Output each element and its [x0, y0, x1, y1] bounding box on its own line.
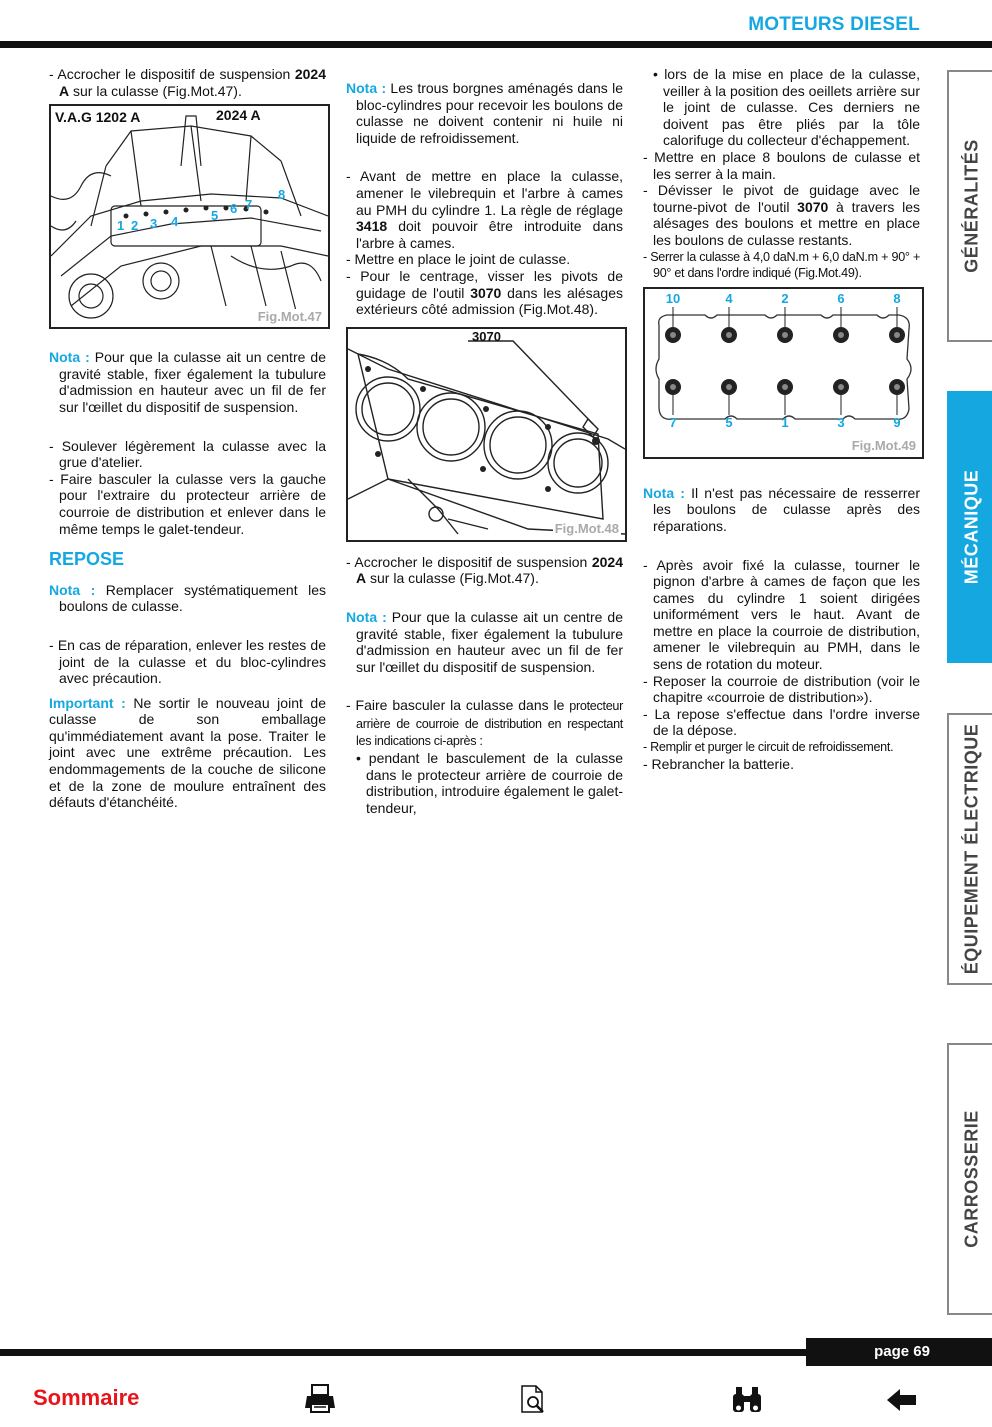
- bolt-order-5: 5: [725, 414, 733, 430]
- nota-center-gravity-2: Nota : Pour que la culasse ait un centre de gravité stable, fixer également la tubulure d'admission en hauteur avec un fil de fer sur l'œillet du dispositif de suspension.: [346, 608, 623, 675]
- section-heading-repose: REPOSE: [49, 549, 125, 570]
- step-turn-camshaft: - Après avoir fixé la culasse, tourner le pignon d'arbre à cames de façon que les cames du cylindre 1 soient dirigées uniformément vers le haut. Avant de mettre en place la courroie de distribution, amener le vilebrequin au PMH, dans le sens de rotation du moteur.: [643, 556, 920, 673]
- bolt-order-4: 4: [725, 290, 733, 306]
- head-bolt-center: [894, 384, 900, 390]
- head-bolt-center: [726, 332, 732, 338]
- figure-label: Fig.Mot.49: [851, 438, 916, 454]
- figure-mot-47: [49, 104, 330, 329]
- head-bolt-center: [726, 384, 732, 390]
- step-centering-pins: - Pour le centrage, visser les pivots de guidage de l'outil 3070 dans les alésages extérieurs côté admission (Fig.Mot.48).: [346, 267, 623, 318]
- header-bar: [0, 41, 992, 48]
- step-hang-device: - Accrocher le dispositif de suspension 2024 A sur la culasse (Fig.Mot.47).: [49, 66, 326, 99]
- search-document-icon[interactable]: [516, 1382, 552, 1418]
- bolt-order-2: 2: [781, 290, 789, 306]
- header-title: MOTEURS DIESEL: [748, 14, 920, 35]
- figure-mot-49: [643, 287, 924, 459]
- gasket-tool-illustration: [348, 329, 625, 540]
- bolt-order-7: 7: [669, 414, 677, 430]
- engine-hoist-illustration: [51, 106, 328, 327]
- footer-bar: [0, 1349, 808, 1356]
- step-unscrew-pin: - Dévisser le pivot de guidage avec le tourne-pivot de l'outil 3070 à travers les alésages des boulons et mettre en place les boulons de culasse restants.: [643, 182, 920, 248]
- step-torque: - Serrer la culasse à 4,0 daN.m + 6,0 daN.m + 90° + 90° et dans l'ordre indiqué (Fig.Mot.49).: [643, 249, 920, 281]
- tab-generalites[interactable]: GÉNÉRALITÉS: [947, 70, 992, 342]
- bolt-order-8: 8: [893, 290, 901, 306]
- printer-icon[interactable]: [303, 1382, 339, 1418]
- bolt-order-1: 1: [781, 414, 789, 430]
- column-2: [346, 66, 623, 816]
- tool-label-3070: 3070: [472, 328, 501, 344]
- bolt-number-3: 3: [150, 216, 158, 232]
- head-bolt-center: [670, 332, 676, 338]
- head-bolt-center: [838, 332, 844, 338]
- important-gasket: Important : Ne sortir le nouveau joint de culasse de son emballage qu'immédiatement avant la pose. Traiter le joint avec une extrême précaution. Les endommagements de la couche de silicone et de la zone de moulure entraînent des défauts d'étanchéité.: [49, 694, 326, 811]
- nota-blind-holes: Nota : Les trous borgnes aménagés dans le bloc-cylindres pour recevoir les boulons de culasse ne doivent contenir ni huile ni liquide de refroidissement.: [346, 80, 623, 146]
- tool-label-vag: V.A.G 1202 A: [55, 109, 141, 126]
- tab-carrosserie[interactable]: CARROSSERIE: [947, 1043, 992, 1315]
- bolt-order-3: 3: [837, 414, 845, 430]
- sommaire-link[interactable]: Sommaire: [33, 1385, 140, 1410]
- step-tilt-head: - Faire basculer la culasse vers la gauche pour l'extraire du protecteur arrière de courroie de distribution et enlever dans le même temps le galet-tendeur.: [49, 470, 326, 537]
- head-bolt-center: [894, 332, 900, 338]
- step-refit-belt: - Reposer la courroie de distribution (voir le chapitre «courroie de distribution»).: [643, 672, 920, 706]
- head-bolt-center: [670, 384, 676, 390]
- bullet-tensioner: • pendant le basculement de la culasse dans le protecteur arrière de courroie de distribution, introduire également le galet-tendeur,: [356, 750, 623, 816]
- step-hang-device-2: - Accrocher le dispositif de suspension 2024 A sur la culasse (Fig.Mot.47).: [346, 553, 623, 587]
- head-bolt-center: [782, 332, 788, 338]
- bolt-number-5: 5: [211, 208, 219, 224]
- head-bolt-center: [838, 384, 844, 390]
- page-number-box: [806, 1338, 992, 1366]
- bolt-order-10: 10: [665, 290, 681, 306]
- back-arrow-icon[interactable]: [884, 1382, 920, 1418]
- step-pmh-cylinder: - Avant de mettre en place la culasse, amener le vilebrequin et l'arbre à cames au PMH du cylindre 1. La règle de réglage 3418 doit pouvoir être introduite dans l'arbre à cames.: [346, 168, 623, 251]
- tool-label-2024a: 2024 A: [216, 107, 261, 124]
- head-bolt-center: [782, 384, 788, 390]
- figure-mot-48: [346, 327, 627, 542]
- figure-label: Fig.Mot.47: [257, 308, 322, 324]
- nota-no-retighten: Nota : Il n'est pas nécessaire de resserrer les boulons de culasse après des réparations.: [643, 484, 920, 534]
- bolt-number-8: 8: [278, 187, 286, 203]
- column-1: [49, 66, 326, 811]
- bolt-number-6: 6: [230, 201, 238, 217]
- step-clean-gasket: - En cas de réparation, enlever les restes de joint de la culasse et du bloc-cylindres avec précaution.: [49, 636, 326, 687]
- step-place-gasket: - Mettre en place le joint de culasse.: [346, 251, 571, 268]
- tab-mecanique[interactable]: MÉCANIQUE: [947, 391, 992, 663]
- step-tilt-into-protector: - Faire basculer la culasse dans le protecteur arrière de courroie de distribution en respectant les indications ci-après :: [346, 697, 623, 749]
- step-lift-head: - Soulever légèrement la culasse avec la grue d'atelier.: [49, 437, 326, 471]
- step-reverse-order: - La repose s'effectue dans l'ordre inverse de la dépose.: [643, 705, 920, 739]
- bolt-order-9: 9: [893, 414, 901, 430]
- nota-center-gravity: Nota : Pour que la culasse ait un centre de gravité stable, fixer également la tubulure d'admission en hauteur avec un fil de fer sur l'œillet du dispositif de suspension.: [49, 349, 326, 415]
- step-coolant: - Remplir et purger le circuit de refroidissement.: [643, 740, 894, 755]
- bolt-order-6: 6: [837, 290, 845, 306]
- bolt-number-4: 4: [171, 214, 179, 230]
- bolt-number-7: 7: [245, 197, 253, 213]
- bolt-number-2: 2: [131, 218, 139, 234]
- step-battery: - Rebrancher la batterie.: [643, 755, 794, 772]
- figure-label: Fig.Mot.48: [554, 521, 619, 537]
- page-number: page 69: [874, 1343, 930, 1360]
- nota-replace-bolts: Nota : Remplacer systématiquement les boulons de culasse.: [49, 581, 326, 615]
- tightening-order-diagram: [645, 289, 922, 457]
- bolt-number-1: 1: [117, 218, 125, 234]
- bullet-eyelets: • lors de la mise en place de la culasse, veiller à la position des oeillets arrière sur le joint de culasse. Ces derniers ne doivent pas être pliés par la tôle calorifuge du collecteur d'échappement.: [653, 66, 920, 149]
- binoculars-icon[interactable]: [729, 1382, 765, 1418]
- step-place-8-bolts: - Mettre en place 8 boulons de culasse et les serrer à la main.: [643, 148, 920, 182]
- tab-equipement-electrique[interactable]: ÉQUIPEMENT ÉLECTRIQUE: [947, 713, 992, 985]
- column-3: [643, 66, 920, 772]
